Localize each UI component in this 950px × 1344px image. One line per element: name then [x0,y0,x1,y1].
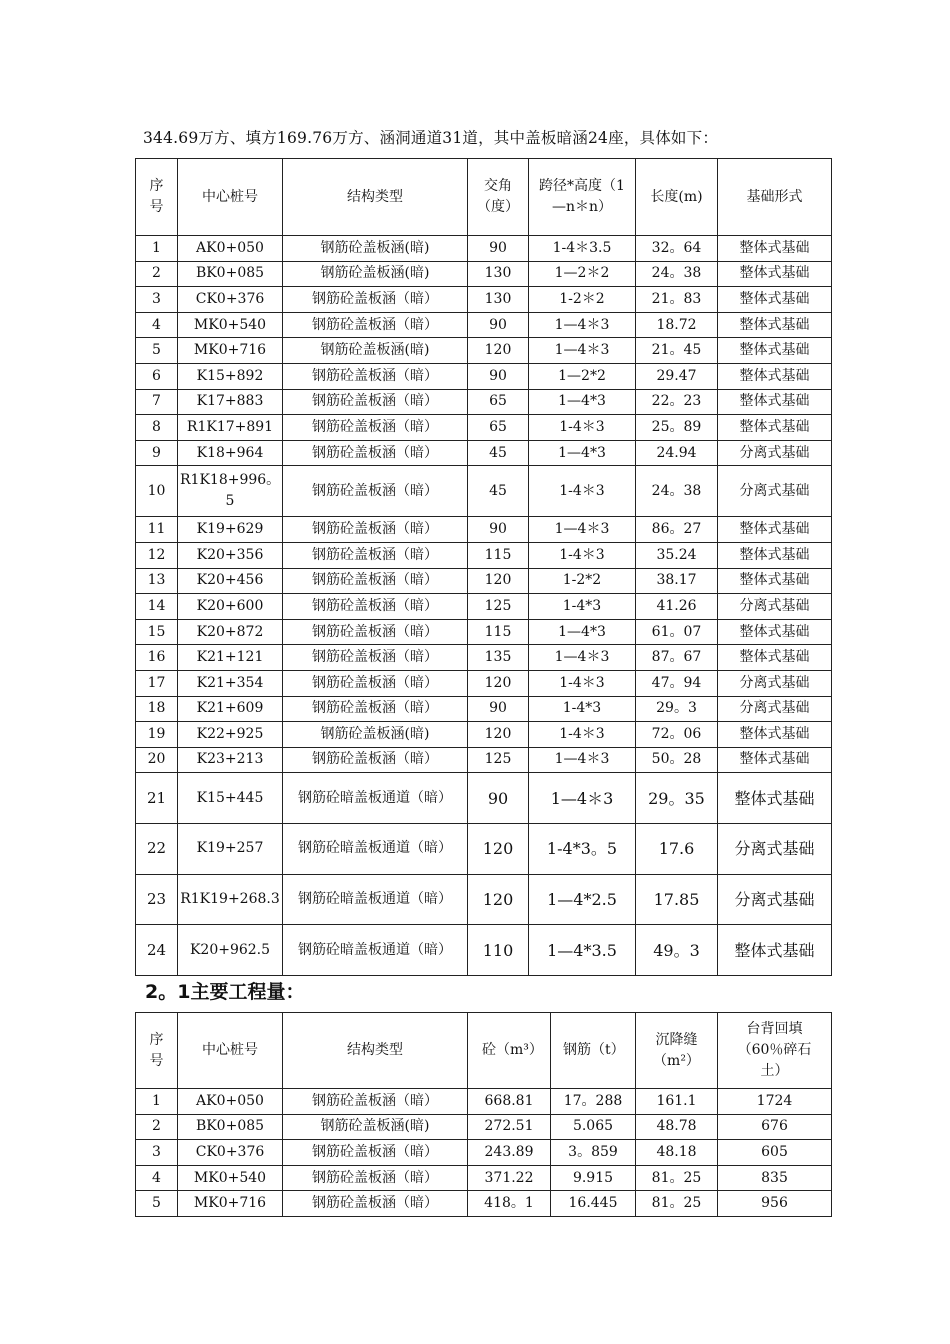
table-cell: 19 [136,722,178,748]
table-cell: 120 [468,823,529,874]
table-cell: AK0+050 [178,1089,283,1115]
table-cell: 243.89 [468,1140,551,1166]
table-row [136,722,832,748]
table-cell: 整体式基础 [718,542,832,568]
table-cell: K20+962.5 [178,925,283,976]
table-cell: 钢筋砼暗盖板通道（暗） [283,823,468,874]
table-cell: AK0+050 [178,236,283,262]
table-cell: 272.51 [468,1114,551,1140]
table-row [136,1140,832,1166]
table-cell: K19+257 [178,823,283,874]
table-cell: 钢筋砼盖板涵(暗) [283,1114,468,1140]
table-cell: 整体式基础 [718,363,832,389]
table-header-row [136,159,832,236]
table-cell: 整体式基础 [718,389,832,415]
table-cell: 钢筋砼盖板涵（暗） [283,466,468,517]
table-cell: MK0+716 [178,1191,283,1217]
table-cell: K17+883 [178,389,283,415]
header-cell: 中心桩号 [178,1013,283,1089]
table-cell: 120 [468,874,529,925]
table-cell: 1—4＊3 [529,645,636,671]
table-row [136,594,832,620]
table-cell: 整体式基础 [718,619,832,645]
table-cell: 47。94 [636,670,718,696]
table-row [136,415,832,441]
culvert-table [135,158,832,976]
table-cell: 45 [468,440,529,466]
table-row [136,261,832,287]
table-cell: 4 [136,312,178,338]
table-cell: K15+892 [178,363,283,389]
table-cell: 371.22 [468,1165,551,1191]
table-cell: 61。07 [636,619,718,645]
table-cell: 65 [468,389,529,415]
table-cell: 13 [136,568,178,594]
table-cell: 81。25 [636,1165,718,1191]
table-cell: 29.47 [636,363,718,389]
table-cell: 90 [468,696,529,722]
table-cell: 钢筋砼盖板涵(暗) [283,236,468,262]
table-row [136,542,832,568]
table-cell: 1-4＊3 [529,415,636,441]
table-cell: 1—4＊3 [529,517,636,543]
table-row [136,389,832,415]
table-cell: 9.915 [551,1165,636,1191]
table-cell: 7 [136,389,178,415]
table-row [136,925,832,976]
table-cell: K15+445 [178,773,283,824]
table-cell: K19+629 [178,517,283,543]
table-cell: 钢筋砼盖板涵（暗） [283,287,468,313]
table-cell: 130 [468,261,529,287]
table-cell: 135 [468,645,529,671]
table-cell: 1—2*2 [529,363,636,389]
table-cell: 整体式基础 [718,773,832,824]
table-cell: 分离式基础 [718,823,832,874]
table-row [136,1165,832,1191]
header-cell: 基础形式 [718,159,832,236]
table-header-row [136,1013,832,1089]
table-cell: 17 [136,670,178,696]
table-cell: 4 [136,1165,178,1191]
table-cell: 1-2*2 [529,568,636,594]
table-row [136,645,832,671]
table-cell: 整体式基础 [718,517,832,543]
table-cell: 2 [136,261,178,287]
table-cell: 1-4＊3 [529,542,636,568]
table-cell: 5.065 [551,1114,636,1140]
table-cell: 11 [136,517,178,543]
table-cell: 90 [468,363,529,389]
table-cell: 分离式基础 [718,440,832,466]
table-cell: K18+964 [178,440,283,466]
table-cell: 钢筋砼暗盖板通道（暗） [283,773,468,824]
table-cell: K21+354 [178,670,283,696]
table-cell: K21+609 [178,696,283,722]
table-cell: 分离式基础 [718,670,832,696]
table-cell: 17。288 [551,1089,636,1115]
table-cell: BK0+085 [178,261,283,287]
header-cell: 钢筋（t） [551,1013,636,1089]
header-cell: 长度(m) [636,159,718,236]
table-row [136,1089,832,1115]
table-row [136,1191,832,1217]
table-cell: 钢筋砼盖板涵（暗） [283,670,468,696]
table-cell: 120 [468,722,529,748]
table-cell: 分离式基础 [718,466,832,517]
table-row [136,287,832,313]
table-cell: 钢筋砼盖板涵（暗） [283,440,468,466]
table-cell: 分离式基础 [718,696,832,722]
table-cell: 16.445 [551,1191,636,1217]
table-cell: 整体式基础 [718,747,832,773]
header-cell: 交角（度） [468,159,529,236]
table-cell: 418。1 [468,1191,551,1217]
table-cell: 钢筋砼盖板涵（暗） [283,415,468,441]
table-cell: 90 [468,517,529,543]
table-cell: 3 [136,287,178,313]
table-cell: 5 [136,338,178,364]
table-cell: 605 [718,1140,832,1166]
table-cell: 125 [468,594,529,620]
table-cell: 45 [468,466,529,517]
table-cell: 整体式基础 [718,261,832,287]
table-cell: 分离式基础 [718,594,832,620]
table-cell: 1-4*3 [529,594,636,620]
table-row [136,670,832,696]
table-row [136,466,832,517]
table-cell: 1—4＊3 [529,312,636,338]
table-cell: 钢筋砼盖板涵（暗） [283,389,468,415]
table-row [136,363,832,389]
table-cell: 1—2＊2 [529,261,636,287]
table-cell: 1—4*3 [529,440,636,466]
table-cell: 125 [468,747,529,773]
table-cell: 钢筋砼盖板涵(暗) [283,261,468,287]
table-cell: 整体式基础 [718,568,832,594]
header-cell: 中心桩号 [178,159,283,236]
table-row [136,440,832,466]
table-cell: 2 [136,1114,178,1140]
table-cell: 钢筋砼盖板涵（暗） [283,363,468,389]
table-cell: 钢筋砼暗盖板通道（暗） [283,874,468,925]
table-cell: 6 [136,363,178,389]
section-title: 2。1主要工程量： [145,981,305,1003]
table-cell: 1—4*3 [529,389,636,415]
table-cell: 115 [468,542,529,568]
table-row [136,747,832,773]
table-cell: 1-4＊3 [529,466,636,517]
table-cell: 10 [136,466,178,517]
table-cell: 29。35 [636,773,718,824]
table-cell: 48.78 [636,1114,718,1140]
table-cell: 20 [136,747,178,773]
table-cell: 835 [718,1165,832,1191]
table-cell: MK0+540 [178,312,283,338]
table-cell: 87。67 [636,645,718,671]
table-row [136,236,832,262]
header-cell: 序号 [136,1013,178,1089]
table-cell: 23 [136,874,178,925]
table-cell: 钢筋砼盖板涵（暗） [283,517,468,543]
table-cell: R1K19+268.3 [178,874,283,925]
table-cell: 21。83 [636,287,718,313]
table-cell: 48.18 [636,1140,718,1166]
table-cell: 81。25 [636,1191,718,1217]
table-cell: 1-2＊2 [529,287,636,313]
table-cell: 32。64 [636,236,718,262]
table-row [136,874,832,925]
table-cell: 整体式基础 [718,925,832,976]
table-cell: 整体式基础 [718,312,832,338]
table-cell: MK0+540 [178,1165,283,1191]
table-cell: 22。23 [636,389,718,415]
table-cell: 90 [468,773,529,824]
table-cell: 90 [468,312,529,338]
table-cell: 1-4＊3 [529,722,636,748]
header-cell: 结构类型 [283,159,468,236]
table-cell: 钢筋砼盖板涵(暗) [283,722,468,748]
table-cell: 35.24 [636,542,718,568]
table-cell: 钢筋砼盖板涵（暗） [283,594,468,620]
table-cell: 1-4＊3 [529,670,636,696]
table-cell: K20+356 [178,542,283,568]
table-cell: 钢筋砼盖板涵（暗） [283,645,468,671]
table-cell: CK0+376 [178,287,283,313]
header-cell: 台背回填（60％碎石土） [718,1013,832,1089]
table-cell: 钢筋砼盖板涵（暗） [283,312,468,338]
header-cell: 砼（m³） [468,1013,551,1089]
table-cell: 120 [468,670,529,696]
table-cell: 5 [136,1191,178,1217]
table-cell: 120 [468,568,529,594]
table-cell: 钢筋砼盖板涵（暗） [283,1191,468,1217]
table-cell: 钢筋砼盖板涵（暗） [283,542,468,568]
table-cell: 90 [468,236,529,262]
table-cell: K20+872 [178,619,283,645]
table-cell: K20+600 [178,594,283,620]
table-cell: 钢筋砼盖板涵(暗) [283,338,468,364]
table-cell: 1—4*2.5 [529,874,636,925]
table-cell: R1K17+891 [178,415,283,441]
table-row [136,338,832,364]
table-row [136,823,832,874]
table-cell: 3 [136,1140,178,1166]
table-cell: 3。859 [551,1140,636,1166]
table-cell: 86。27 [636,517,718,543]
table-row [136,619,832,645]
table-cell: 1 [136,1089,178,1115]
table-cell: 整体式基础 [718,415,832,441]
table-cell: 1—4＊3 [529,773,636,824]
table-cell: 41.26 [636,594,718,620]
table-cell: 分离式基础 [718,874,832,925]
table-cell: 120 [468,338,529,364]
table-cell: 钢筋砼盖板涵（暗） [283,619,468,645]
table-cell: 18.72 [636,312,718,338]
table-cell: 21 [136,773,178,824]
table-cell: 钢筋砼盖板涵（暗） [283,568,468,594]
table-cell: 72。06 [636,722,718,748]
table-cell: K20+456 [178,568,283,594]
table-cell: 钢筋砼暗盖板通道（暗） [283,925,468,976]
table-row [136,696,832,722]
table-cell: R1K18+996。5 [178,466,283,517]
header-cell: 序号 [136,159,178,236]
table-cell: 钢筋砼盖板涵（暗） [283,1140,468,1166]
header-cell: 结构类型 [283,1013,468,1089]
table-cell: 65 [468,415,529,441]
table-cell: K22+925 [178,722,283,748]
table-cell: 1 [136,236,178,262]
table-cell: 50。28 [636,747,718,773]
table-cell: 整体式基础 [718,338,832,364]
table-row [136,517,832,543]
table-cell: 1—4＊3 [529,338,636,364]
table-cell: 整体式基础 [718,236,832,262]
table-cell: 12 [136,542,178,568]
table-cell: 9 [136,440,178,466]
table-cell: 668.81 [468,1089,551,1115]
table-cell: 1—4＊3 [529,747,636,773]
table-row [136,568,832,594]
table-cell: 钢筋砼盖板涵（暗） [283,1165,468,1191]
table-cell: 161.1 [636,1089,718,1115]
table-cell: 钢筋砼盖板涵（暗） [283,747,468,773]
table-cell: 17.85 [636,874,718,925]
table-cell: 1—4*3 [529,619,636,645]
table-cell: 15 [136,619,178,645]
table-cell: BK0+085 [178,1114,283,1140]
table-cell: MK0+716 [178,338,283,364]
table-cell: 18 [136,696,178,722]
intro-text: 344.69万方、填方169.76万方、涵洞通道31道，其中盖板暗涵24座，具体如下： [143,129,719,147]
table-cell: 24。38 [636,466,718,517]
table-cell: 21。45 [636,338,718,364]
header-cell: 沉降缝（m²） [636,1013,718,1089]
table-cell: 24 [136,925,178,976]
table-cell: 24。38 [636,261,718,287]
table-cell: 1-4*3。5 [529,823,636,874]
table-row [136,1114,832,1140]
table-cell: 整体式基础 [718,722,832,748]
table-cell: 钢筋砼盖板涵（暗） [283,1089,468,1115]
table-cell: 676 [718,1114,832,1140]
table-cell: 29。3 [636,696,718,722]
table-cell: 110 [468,925,529,976]
table-cell: 130 [468,287,529,313]
table-cell: 49。3 [636,925,718,976]
table-row [136,773,832,824]
table-cell: K23+213 [178,747,283,773]
table-cell: 1-4*3 [529,696,636,722]
table-cell: 钢筋砼盖板涵（暗） [283,696,468,722]
table-row [136,312,832,338]
table-cell: 24.94 [636,440,718,466]
table-cell: 16 [136,645,178,671]
table-cell: 1724 [718,1089,832,1115]
table-cell: 25。89 [636,415,718,441]
table-cell: 17.6 [636,823,718,874]
table-cell: 整体式基础 [718,287,832,313]
table-cell: 8 [136,415,178,441]
table-cell: 22 [136,823,178,874]
quantity-table [135,1012,832,1217]
table-cell: CK0+376 [178,1140,283,1166]
table-cell: 1—4*3.5 [529,925,636,976]
table-cell: 14 [136,594,178,620]
table-cell: K21+121 [178,645,283,671]
table-cell: 115 [468,619,529,645]
table-cell: 1-4＊3.5 [529,236,636,262]
table-cell: 整体式基础 [718,645,832,671]
table-cell: 956 [718,1191,832,1217]
table-cell: 38.17 [636,568,718,594]
header-cell: 跨径*高度（1—n＊n） [529,159,636,236]
